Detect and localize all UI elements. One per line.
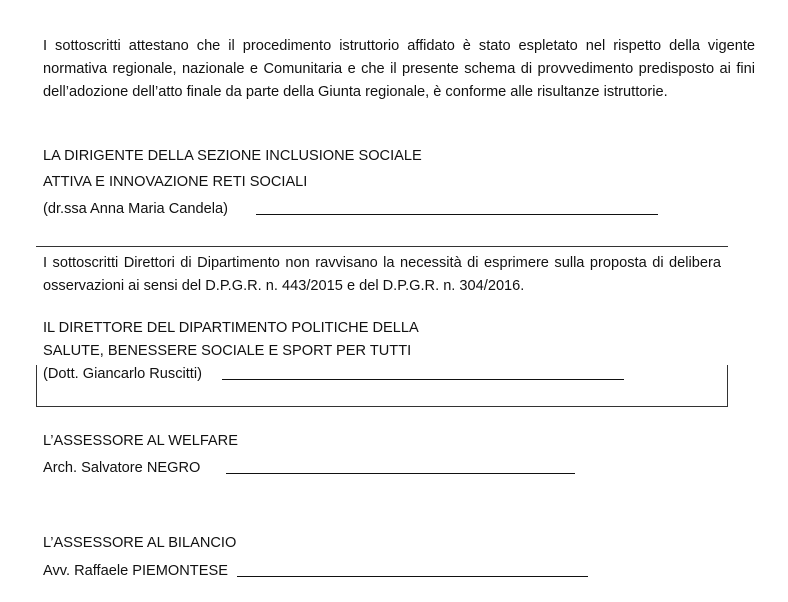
- assessore-welfare-signature-line: [226, 473, 575, 474]
- direttore-title-line1: IL DIRETTORE DEL DIPARTIMENTO POLITICHE DELLA: [43, 320, 419, 336]
- section-box-top-border: [36, 246, 728, 247]
- direttore-name: (Dott. Giancarlo Ruscitti): [43, 366, 202, 382]
- section-box-right-border: [727, 365, 728, 407]
- assessore-bilancio-signature-line: [237, 576, 588, 577]
- section-box-left-border: [36, 365, 37, 407]
- assessore-bilancio-name: Avv. Raffaele PIEMONTESE: [43, 563, 228, 579]
- dirigente-signature-line: [256, 214, 658, 215]
- section-box-bottom-border: [36, 406, 728, 407]
- direttore-signature-line: [222, 379, 624, 380]
- direttore-title-line2: SALUTE, BENESSERE SOCIALE E SPORT PER TUTTI: [43, 343, 412, 359]
- dirigente-title-line2: ATTIVA E INNOVAZIONE RETI SOCIALI: [43, 174, 308, 190]
- assessore-bilancio-title: L’ASSESSORE AL BILANCIO: [43, 535, 237, 551]
- dirigente-title-line1: LA DIRIGENTE DELLA SEZIONE INCLUSIONE SOCIALE: [43, 148, 422, 164]
- assessore-welfare-name: Arch. Salvatore NEGRO: [43, 460, 201, 476]
- attestation-paragraph: I sottoscritti attestano che il procedimento istruttorio affidato è stato espletato nel rispetto della vigente normativa regionale, nazionale e Comunitaria e che il presente schema di provvedimento predisposto ai fini dell’adozione dell’atto finale da parte della Giunta regionale, è conforme alle risultanze istruttorie.: [43, 38, 755, 100]
- direttori-note-paragraph: I sottoscritti Direttori di Dipartimento non ravvisano la necessità di esprimere sulla proposta di delibera osservazioni ai sensi del D.P.G.R. n. 443/2015 e del D.P.G.R. n. 304/2016.: [43, 255, 721, 294]
- assessore-welfare-title: L’ASSESSORE AL WELFARE: [43, 433, 238, 449]
- dirigente-name: (dr.ssa Anna Maria Candela): [43, 201, 228, 217]
